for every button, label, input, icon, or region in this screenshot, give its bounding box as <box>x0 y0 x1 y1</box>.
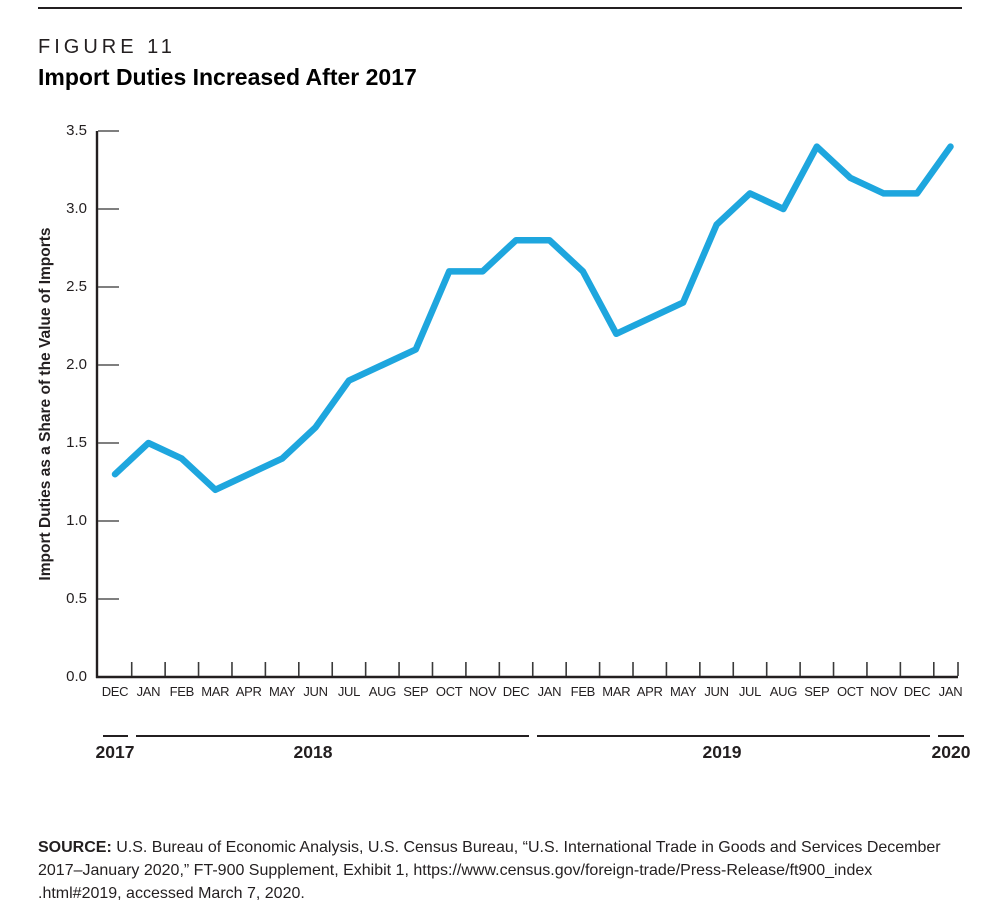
x-month-label: JAN <box>537 684 562 699</box>
y-axis-title: Import Duties as a Share of the Value of Imports <box>37 227 54 581</box>
year-label: 2020 <box>931 742 971 762</box>
x-month-label: AUG <box>368 684 396 699</box>
x-month-label: DEC <box>502 684 530 699</box>
year-label: 2017 <box>95 742 135 762</box>
y-tick-label: 1.5 <box>66 434 87 451</box>
x-month-label: MAR <box>602 684 631 699</box>
year-bracket-line <box>103 735 129 737</box>
year-bracket-line <box>537 735 930 737</box>
x-month-label: JUL <box>738 684 762 699</box>
x-month-label: NOV <box>468 684 497 699</box>
source-note <box>38 836 968 905</box>
y-tick-label: 1.0 <box>66 512 87 529</box>
x-month-label: JUN <box>303 684 328 699</box>
y-tick-label: 2.5 <box>66 278 87 295</box>
x-month-label: DEC <box>903 684 931 699</box>
x-month-label: FEB <box>169 684 195 699</box>
x-month-label: MAY <box>268 684 296 699</box>
x-month-label: APR <box>636 684 663 699</box>
x-month-label: SEP <box>804 684 830 699</box>
x-month-label: DEC <box>101 684 129 699</box>
x-month-label: APR <box>235 684 262 699</box>
y-tick-label: 3.5 <box>66 122 87 139</box>
year-label: 2019 <box>702 742 742 762</box>
y-tick-label: 3.0 <box>66 200 87 217</box>
x-month-label: AUG <box>769 684 798 699</box>
year-label: 2018 <box>293 742 333 762</box>
x-month-label: SEP <box>403 684 429 699</box>
figure-title: Import Duties Increased After 2017 <box>38 64 417 90</box>
x-month-label: JAN <box>938 684 963 699</box>
year-bracket-line <box>136 735 529 737</box>
x-month-label: OCT <box>435 684 463 699</box>
x-month-label: OCT <box>836 684 864 699</box>
y-tick-label: 0.0 <box>66 668 87 685</box>
y-tick-label: 2.0 <box>66 356 87 373</box>
y-tick-label: 0.5 <box>66 590 87 607</box>
x-month-label: JUL <box>337 684 361 699</box>
source-label: SOURCE: <box>38 839 112 856</box>
source-text: U.S. Bureau of Economic Analysis, U.S. Census Bureau, “U.S. International Trade in Goods and Services December 2017–January 2020,” FT-900 Supplement, Exhibit 1, https://www.census.gov/foreign-trade/Press-Release/ft900_index .html#2019, accessed March 7, 2020. <box>38 839 941 902</box>
x-month-label: NOV <box>870 684 898 699</box>
x-month-label: MAY <box>669 684 697 699</box>
year-bracket-line <box>938 735 964 737</box>
figure-number-label: FIGURE 11 <box>38 36 176 58</box>
x-month-label: FEB <box>570 684 596 699</box>
x-month-label: MAR <box>201 684 230 699</box>
x-month-label: JAN <box>136 684 161 699</box>
x-month-label: JUN <box>704 684 729 699</box>
data-line-import-duties <box>115 147 951 490</box>
